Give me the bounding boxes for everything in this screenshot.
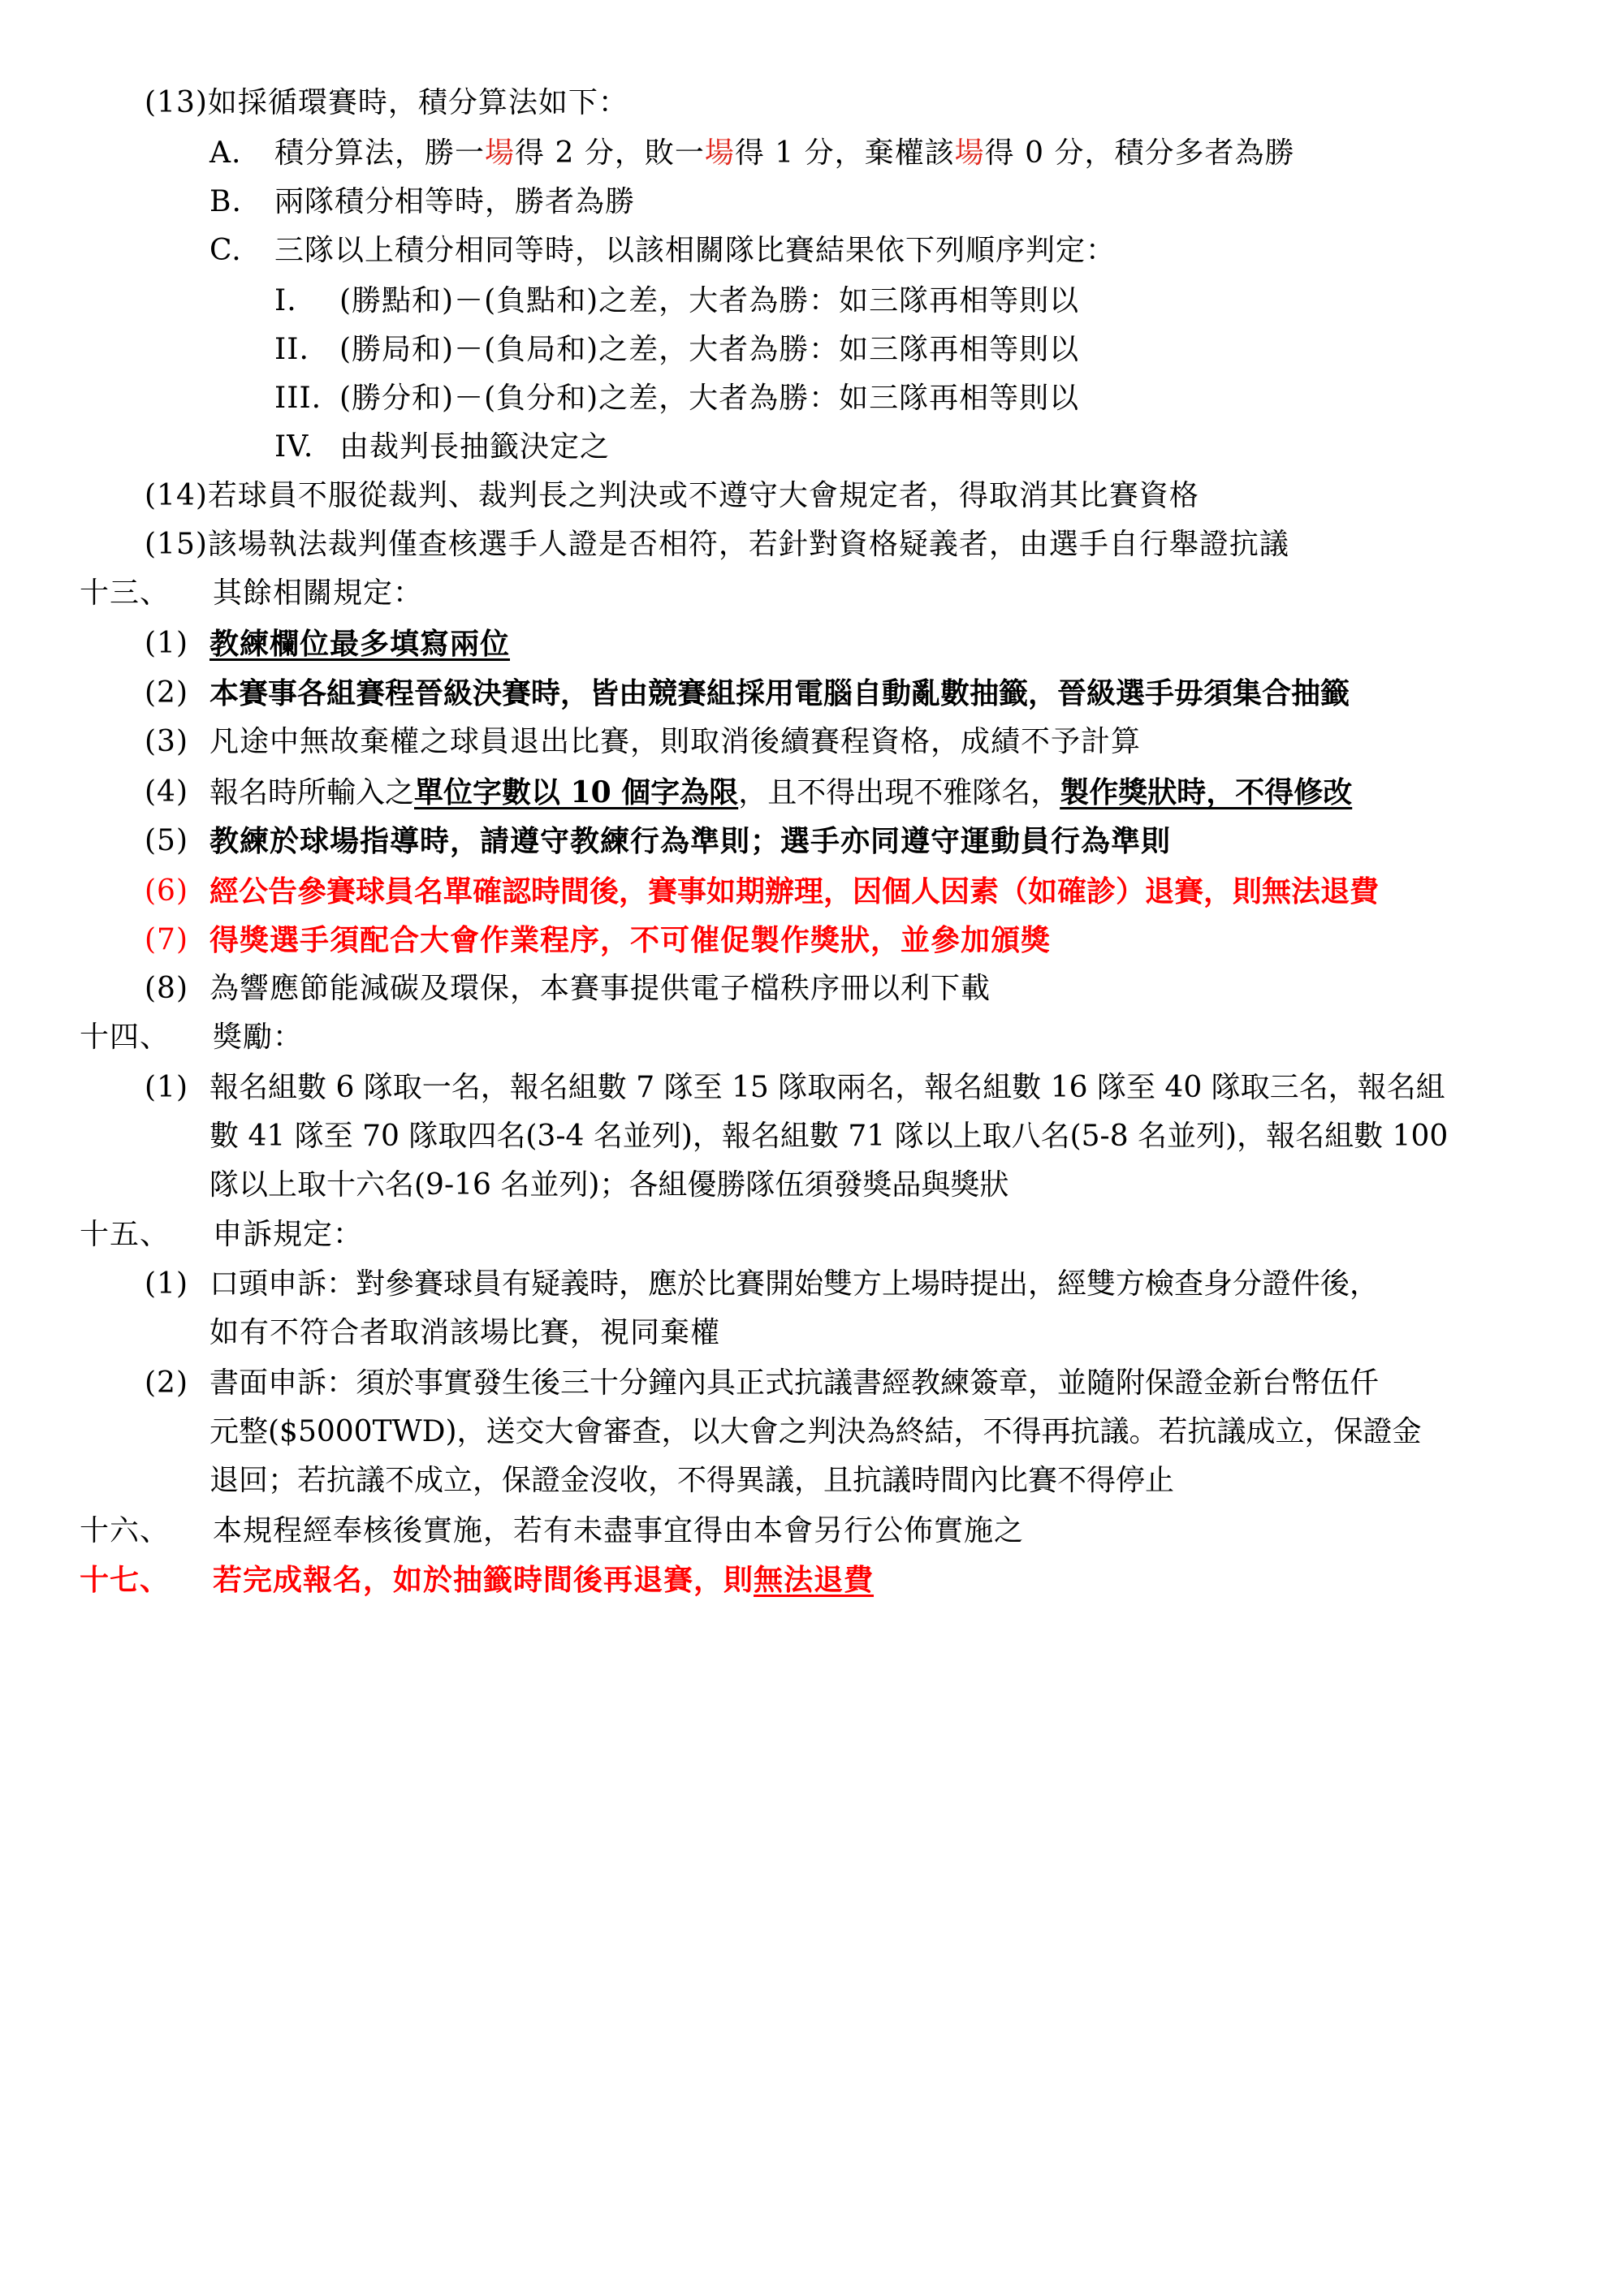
section-17-label: 十七、: [80, 1563, 171, 1597]
sec15-r1-line1: 口頭申訴：對參賽球員有疑義時，應於比賽開始雙方上場時提出，經雙方檢查身分證件後，: [209, 1267, 1380, 1301]
sec17-part-b: 無法退費: [754, 1563, 875, 1597]
sec15-r2-line3: 退回；若抗議不成立，保證金沒收，不得異議，且抗議時間內比賽不得停止: [209, 1464, 1175, 1497]
item-13-intro: (13)如採循環賽時，積分算法如下：: [145, 86, 628, 119]
item-13-iv-text: 由裁判長抽籤決定之: [339, 430, 611, 464]
sec14-r1-line3: 隊以上取十六名(9-16 名並列)；各組優勝隊伍須發獎品與獎狀: [209, 1168, 1009, 1202]
section-15-title: 申訴規定：: [213, 1218, 364, 1251]
a-part-6: 得 0 分，積分多者為勝: [984, 136, 1295, 170]
sec14-r1-num: (1): [145, 1071, 188, 1104]
item-13-ii-text: (勝局和)－(負局和)之差，大者為勝：如三隊再相等則以: [339, 333, 1080, 366]
item-13-b-label: B.: [209, 185, 242, 218]
sec13-r5-text: 教練於球場指導時，請遵守教練行為準則；選手亦同遵守運動員行為準則: [209, 824, 1172, 858]
sec17-part-a: 若完成報名，如於抽籤時間後再退賽，則: [213, 1563, 754, 1597]
item-13-a-text: [274, 134, 1294, 173]
sec13-r3-num: (3): [145, 725, 188, 758]
item-13-iv-label: IV.: [274, 430, 314, 464]
r4-part-b: 單位字數以 10 個字為限: [414, 775, 739, 809]
sec15-r1-num: (1): [145, 1267, 188, 1301]
section-17-text: [213, 1560, 874, 1599]
r4-part-a: 報名時所輸入之: [209, 776, 415, 809]
a-part-5: 場: [954, 136, 985, 170]
sec13-r2-num: (2): [145, 676, 188, 710]
sec13-r1-num: (1): [145, 627, 188, 660]
sec13-r4-text: [209, 773, 1352, 812]
sec13-r6-text: 經公告參賽球員名單確認時間後，賽事如期辦理，因個人因素（如確診）退賽，則無法退費: [209, 874, 1380, 908]
section-13-label: 十三、: [80, 576, 171, 610]
item-13-a-label: A.: [209, 136, 242, 170]
item-13-b-text: 兩隊積分相等時，勝者為勝: [274, 185, 636, 218]
sec13-r6-num: (6): [145, 874, 188, 908]
r4-part-c: ，且不得出現不雅隊名，: [738, 776, 1060, 809]
r4-part-d: 製作獎狀時，不得修改: [1060, 775, 1353, 809]
sec13-r8-num: (8): [145, 972, 188, 1005]
item-13-i-label: I.: [274, 284, 297, 317]
sec15-r2-num: (2): [145, 1366, 188, 1400]
section-14-title: 獎勵：: [213, 1021, 304, 1054]
sec13-r5-num: (5): [145, 824, 188, 857]
item-15: (15)該場執法裁判僅查核選手人證是否相符，若針對資格疑義者，由選手自行舉證抗議: [145, 528, 1289, 561]
a-part-1: 場: [485, 136, 516, 170]
section-13-title: 其餘相關規定：: [213, 576, 424, 610]
item-13-i-text: (勝點和)－(負點和)之差，大者為勝：如三隊再相等則以: [339, 284, 1080, 317]
a-part-4: 得 1 分，棄權該: [734, 136, 955, 170]
sec15-r2-line1: 書面申訴：須於事實發生後三十分鐘內具正式抗議書經教練簽章，並隨附保證金新台幣伍仟: [209, 1366, 1380, 1400]
a-part-3: 場: [704, 136, 735, 170]
sec14-r1-line2: 數 41 隊至 70 隊取四名(3-4 名並列)，報名組數 71 隊以上取八名(5-8 名並列)，報名組數 100: [209, 1120, 1449, 1153]
sec15-r2-line2: 元整($5000TWD)，送交大會審查，以大會之判決為終結，不得再抗議。若抗議成立，保證金: [209, 1415, 1422, 1448]
section-14-label: 十四、: [80, 1021, 171, 1054]
sec13-r3-text: 凡途中無故棄權之球員退出比賽，則取消後續賽程資格，成績不予計算: [209, 725, 1142, 758]
item-13-c-text: 三隊以上積分相同等時，以該相關隊比賽結果依下列順序判定：: [274, 234, 1116, 267]
sec13-r4-num: (4): [145, 775, 188, 809]
section-15-label: 十五、: [80, 1218, 171, 1251]
sec15-r1-line2: 如有不符合者取消該場比賽，視同棄權: [209, 1316, 721, 1349]
item-14: (14)若球員不服從裁判、裁判長之判決或不遵守大會規定者，得取消其比賽資格: [145, 479, 1199, 512]
section-16-text: 本規程經奉核後實施，若有未盡事宜得由本會另行公佈實施之: [213, 1514, 1025, 1547]
sec13-r7-text: 得獎選手須配合大會作業程序，不可催促製作獎狀，並參加頒獎: [209, 923, 1052, 957]
section-16-label: 十六、: [80, 1514, 171, 1547]
a-part-0: 積分算法，勝一: [274, 136, 486, 170]
a-part-2: 得 2 分，敗一: [515, 136, 705, 170]
sec13-r2-text: 本賽事各組賽程晉級決賽時，皆由競賽組採用電腦自動亂數抽籤，晉級選手毋須集合抽籤: [209, 676, 1350, 710]
item-13-ii-label: II.: [274, 333, 309, 366]
item-13-c-label: C.: [209, 234, 242, 267]
sec13-r8-text: 為響應節能減碳及環保，本賽事提供電子檔秩序冊以利下載: [209, 972, 991, 1005]
item-13-iii-label: III.: [274, 382, 322, 415]
sec13-r7-num: (7): [145, 923, 188, 956]
item-13-iii-text: (勝分和)－(負分和)之差，大者為勝：如三隊再相等則以: [339, 382, 1080, 415]
sec14-r1-line1: 報名組數 6 隊取一名，報名組數 7 隊至 15 隊取兩名，報名組數 16 隊至 40 隊取三名，報名組: [209, 1071, 1445, 1104]
sec13-r1-text: 教練欄位最多填寫兩位: [209, 627, 511, 661]
